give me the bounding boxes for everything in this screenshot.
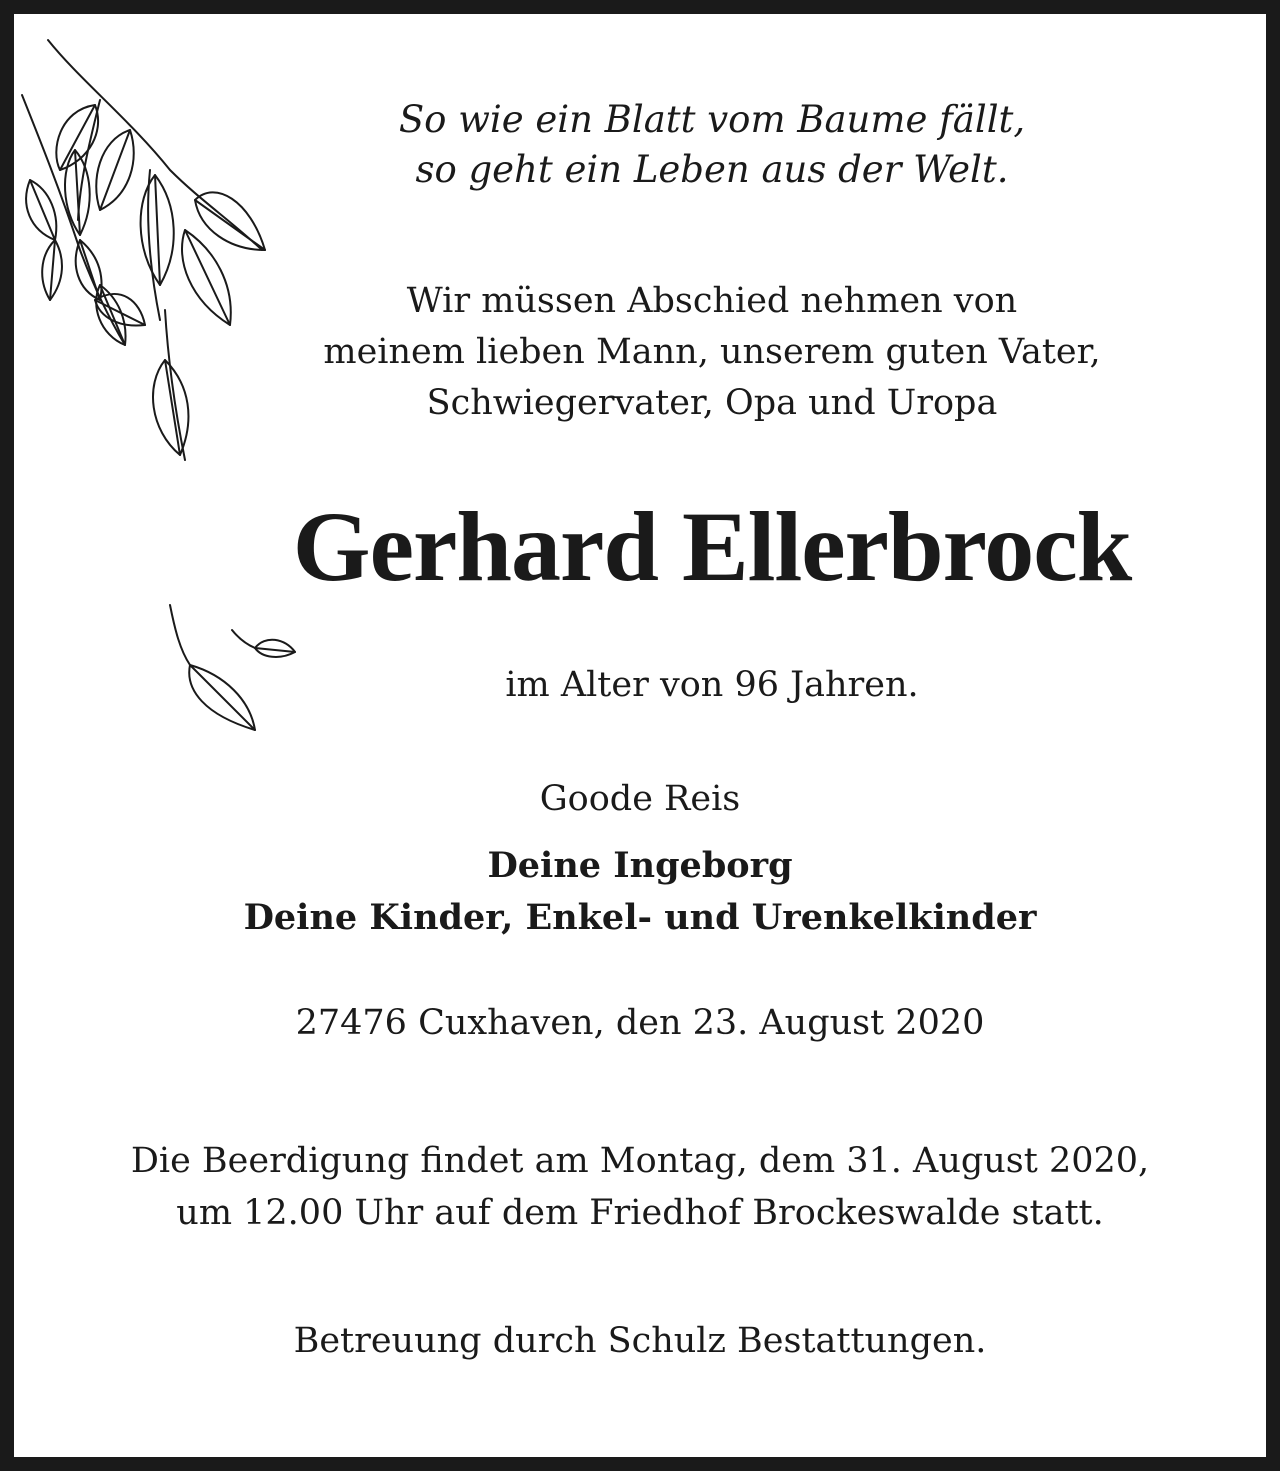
intro-line: meinem lieben Mann, unserem guten Vater, [323, 332, 1101, 372]
intro-line: Schwiegervater, Opa und Uropa [426, 383, 998, 423]
place-and-date: 27476 Cuxhaven, den 23. August 2020 [295, 1003, 985, 1043]
family-line: Deine Ingeborg [487, 845, 793, 886]
farewell-phrase: Goode Reis [539, 779, 741, 819]
leaf-icon [26, 180, 56, 240]
funeral-line: um 12.00 Uhr auf dem Friedhof Brockeswalde statt. [176, 1193, 1104, 1233]
funeral-home-credit: Betreuung durch Schulz Bestattungen. [293, 1321, 987, 1361]
quote-line: So wie ein Blatt vom Baume fällt, [398, 98, 1026, 141]
family-line: Deine Kinder, Enkel- und Urenkelkinder [243, 897, 1037, 938]
funeral-details [0, 1135, 1280, 1239]
funeral-line: Die Beerdigung findet am Montag, dem 31. August 2020, [130, 1141, 1150, 1181]
memorial-quote [72, 95, 1280, 195]
farewell-intro [72, 276, 1280, 429]
bereaved-family [0, 840, 1280, 944]
deceased-name: Gerhard Ellerbrock [292, 491, 1132, 602]
quote-line: so geht ein Leben aus der Welt. [415, 148, 1009, 191]
falling-leaf-icon [232, 630, 295, 657]
leaf-icon [42, 240, 62, 300]
intro-line: Wir müssen Abschied nehmen von [406, 281, 1018, 321]
age-text: im Alter von 96 Jahren. [505, 665, 919, 705]
